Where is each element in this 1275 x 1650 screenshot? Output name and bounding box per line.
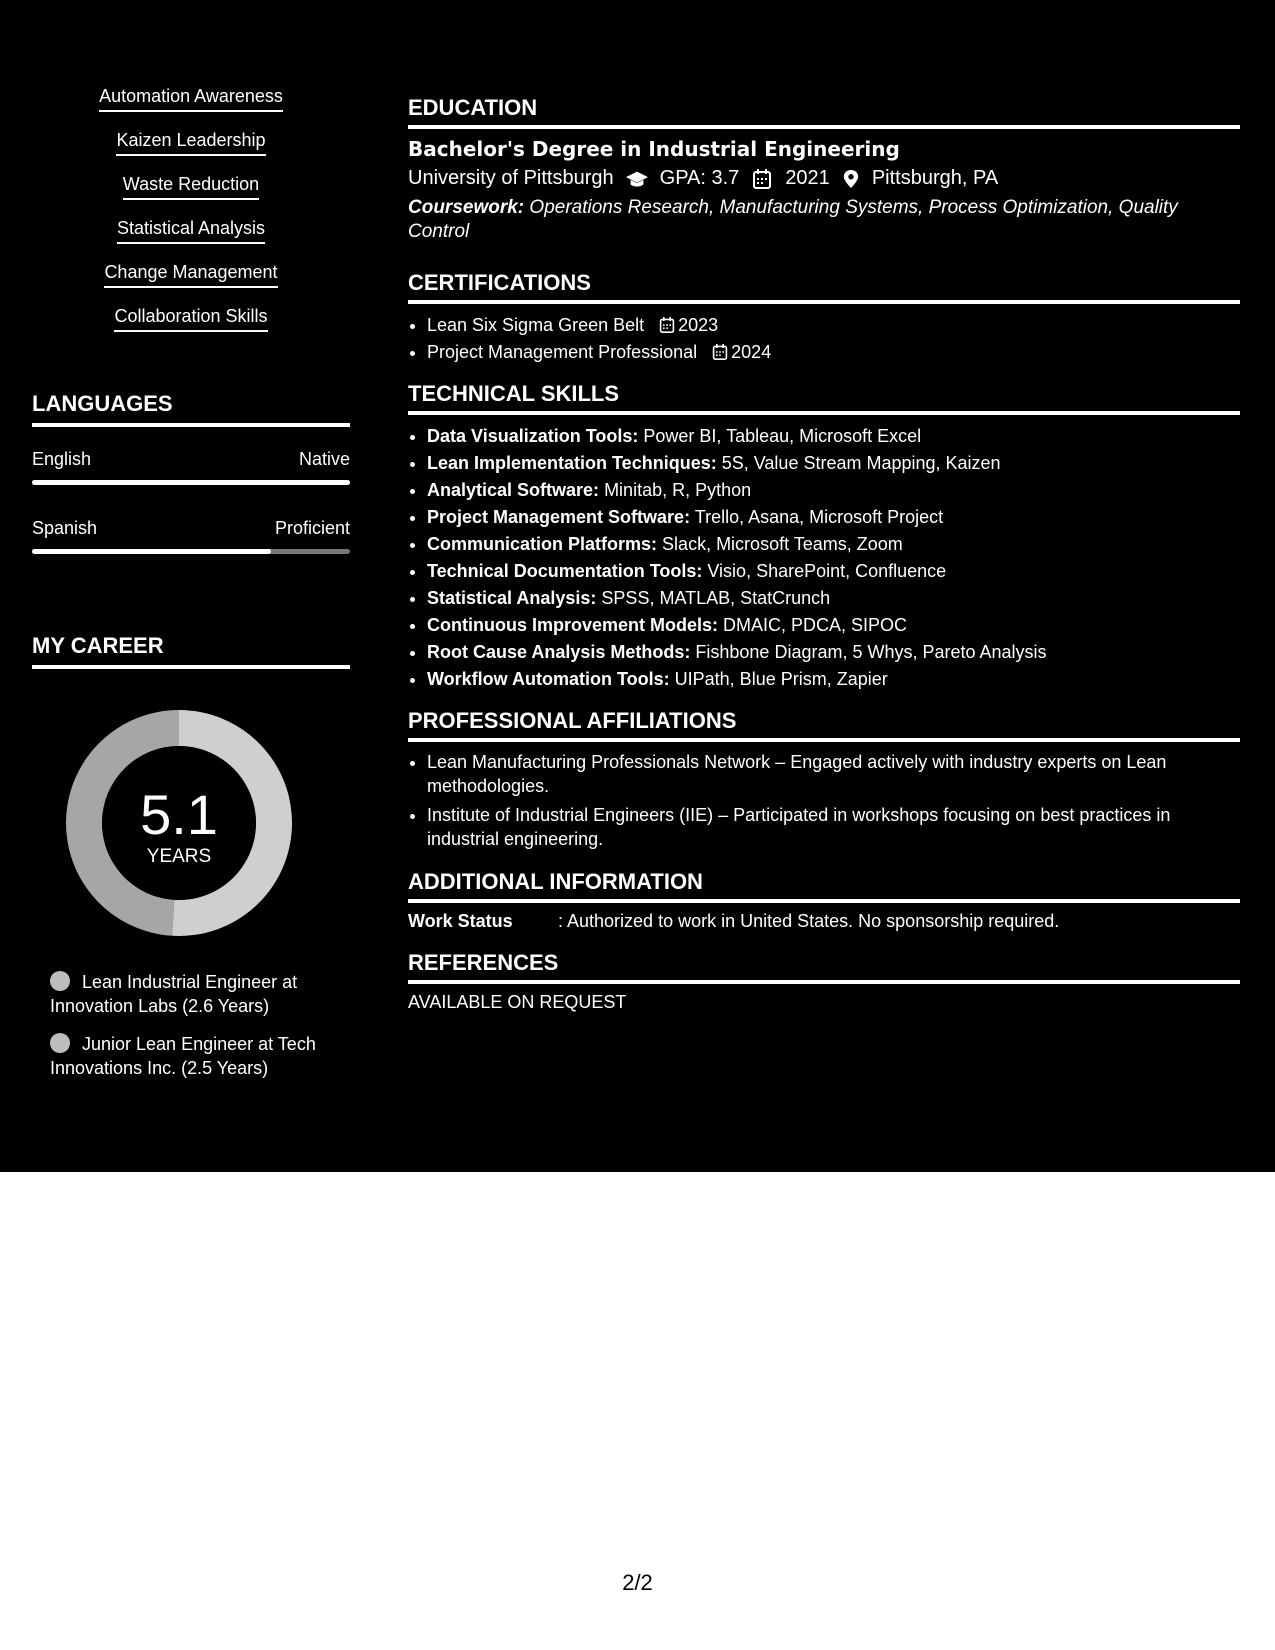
coursework: [408, 196, 1240, 244]
list-item: [427, 450, 1240, 477]
technical-skills-heading: TECHNICAL SKILLS: [408, 381, 1240, 415]
university-name: University of Pittsburgh: [408, 167, 614, 189]
affiliations-heading: PROFESSIONAL AFFILIATIONS: [408, 708, 1240, 742]
career-total-years: 5.1: [140, 783, 218, 846]
calendar-icon: [712, 344, 728, 360]
education-section: [408, 95, 1240, 244]
work-status-value: : Authorized to work in United States. No sponsorship required.: [558, 911, 1060, 931]
career-item-text: Lean Industrial Engineer at Innovation Labs (2.6 Years): [50, 972, 298, 1016]
skills-list: [32, 86, 350, 350]
certification-year: 2023: [678, 315, 719, 335]
location-pin-icon: [842, 169, 860, 189]
certification-name: Lean Six Sigma Green Belt: [427, 315, 645, 335]
language-level: Native: [298, 449, 350, 469]
skill-label: Statistical Analysis:: [427, 588, 597, 608]
languages-heading: LANGUAGES: [32, 391, 350, 427]
work-status-label: Work Status: [408, 911, 513, 931]
skill-label: Lean Implementation Techniques:: [427, 453, 717, 473]
list-item: [427, 423, 1240, 450]
list-item: • Lean Manufacturing Professionals Network – Engaged actively with industry experts on Lean methodologies.: [427, 750, 1240, 798]
calendar-icon: [751, 169, 773, 189]
list-item: • Institute of Industrial Engineers (IIE) – Participated in workshops focusing on best practices in industrial engineering.: [427, 803, 1240, 851]
skill-label: Communication Platforms:: [427, 534, 658, 554]
list-item: [427, 531, 1240, 558]
coursework-text: Operations Research, Manufacturing Systems, Process Optimization, Quality Control: [408, 197, 1178, 242]
affiliations-list: [408, 750, 1240, 851]
skill-label: Technical Documentation Tools:: [427, 561, 703, 581]
technical-skills-list: [408, 423, 1240, 693]
career-heading: MY CAREER: [32, 633, 350, 669]
career-years-label: YEARS: [146, 846, 212, 867]
affiliations-section: [408, 708, 1240, 851]
coursework-label: Coursework:: [408, 197, 525, 218]
career-item: [50, 970, 350, 1018]
skill-value: Visio, SharePoint, Confluence: [707, 561, 947, 581]
certification-name: Project Management Professional: [427, 342, 698, 362]
language-bar-fill: [32, 480, 350, 485]
list-item: [427, 312, 1240, 339]
sidebar: [0, 0, 382, 1172]
language-level: Proficient: [274, 518, 350, 538]
skill-value: Slack, Microsoft Teams, Zoom: [662, 534, 903, 554]
language-name: English: [32, 449, 92, 469]
language-item: [32, 449, 350, 485]
list-item: [427, 504, 1240, 531]
graduation-year: 2021: [785, 167, 830, 189]
list-item: [427, 666, 1240, 693]
skill-label: Root Cause Analysis Methods:: [427, 642, 691, 662]
skill-value: UIPath, Blue Prism, Zapier: [674, 669, 888, 689]
skill-value: 5S, Value Stream Mapping, Kaizen: [721, 453, 1001, 473]
work-status: [408, 911, 1240, 932]
career-item: [50, 1032, 350, 1080]
career-dot-icon: [50, 1033, 70, 1053]
skill-value: DMAIC, PDCA, SIPOC: [723, 615, 908, 635]
language-bar: [32, 480, 350, 485]
skill-item: Collaboration Skills: [114, 306, 267, 332]
career-item-text: Junior Lean Engineer at Tech Innovations Inc. (2.5 Years): [50, 1034, 316, 1078]
calendar-icon: [659, 317, 675, 333]
skill-label: Workflow Automation Tools:: [427, 669, 670, 689]
skill-label: Project Management Software:: [427, 507, 691, 527]
skill-value: Trello, Asana, Microsoft Project: [694, 507, 944, 527]
skill-value: SPSS, MATLAB, StatCrunch: [601, 588, 831, 608]
certification-year: 2024: [731, 342, 772, 362]
certification-year-wrap: [712, 342, 771, 362]
skill-label: Data Visualization Tools:: [427, 426, 639, 446]
references-heading: REFERENCES: [408, 950, 1240, 984]
education-heading: EDUCATION: [408, 95, 1240, 129]
certification-year-wrap: [659, 315, 718, 335]
skill-value: Fishbone Diagram, 5 Whys, Pareto Analysis: [695, 642, 1047, 662]
certifications-heading: CERTIFICATIONS: [408, 270, 1240, 304]
skill-label: Analytical Software:: [427, 480, 600, 500]
references-text: AVAILABLE ON REQUEST: [408, 992, 627, 1012]
additional-info-section: [408, 869, 1240, 932]
technical-skills-section: [408, 381, 1240, 693]
list-item: [427, 558, 1240, 585]
language-item: [32, 518, 350, 554]
gpa: GPA: 3.7: [659, 167, 740, 189]
language-bar: [32, 549, 350, 554]
additional-info-heading: ADDITIONAL INFORMATION: [408, 869, 1240, 903]
skill-value: Minitab, R, Python: [604, 480, 752, 500]
references-section: [408, 950, 1240, 1013]
career-dot-icon: [50, 971, 70, 991]
page-number: 2/2: [622, 1570, 653, 1595]
certifications-list: [408, 312, 1240, 366]
language-name: Spanish: [32, 518, 98, 538]
skill-item: Statistical Analysis: [117, 218, 265, 244]
skill-value: Power BI, Tableau, Microsoft Excel: [643, 426, 922, 446]
degree-title: Bachelor's Degree in Industrial Engineering: [408, 137, 900, 161]
list-item: [427, 477, 1240, 504]
certifications-section: [408, 270, 1240, 366]
list-item: [427, 639, 1240, 666]
list-item: [427, 339, 1240, 366]
skill-item: Change Management: [104, 262, 277, 288]
skill-item: Waste Reduction: [123, 174, 259, 200]
language-bar-fill: [32, 549, 271, 554]
skill-item: Automation Awareness: [99, 86, 283, 112]
list-item: [427, 585, 1240, 612]
career-donut-chart: [66, 710, 292, 936]
education-meta: [408, 167, 1240, 190]
skill-item: Kaizen Leadership: [116, 130, 265, 156]
skill-label: Continuous Improvement Models:: [427, 615, 719, 635]
education-location: Pittsburgh, PA: [871, 167, 999, 189]
list-item: [427, 612, 1240, 639]
graduation-cap-icon: [626, 169, 648, 189]
